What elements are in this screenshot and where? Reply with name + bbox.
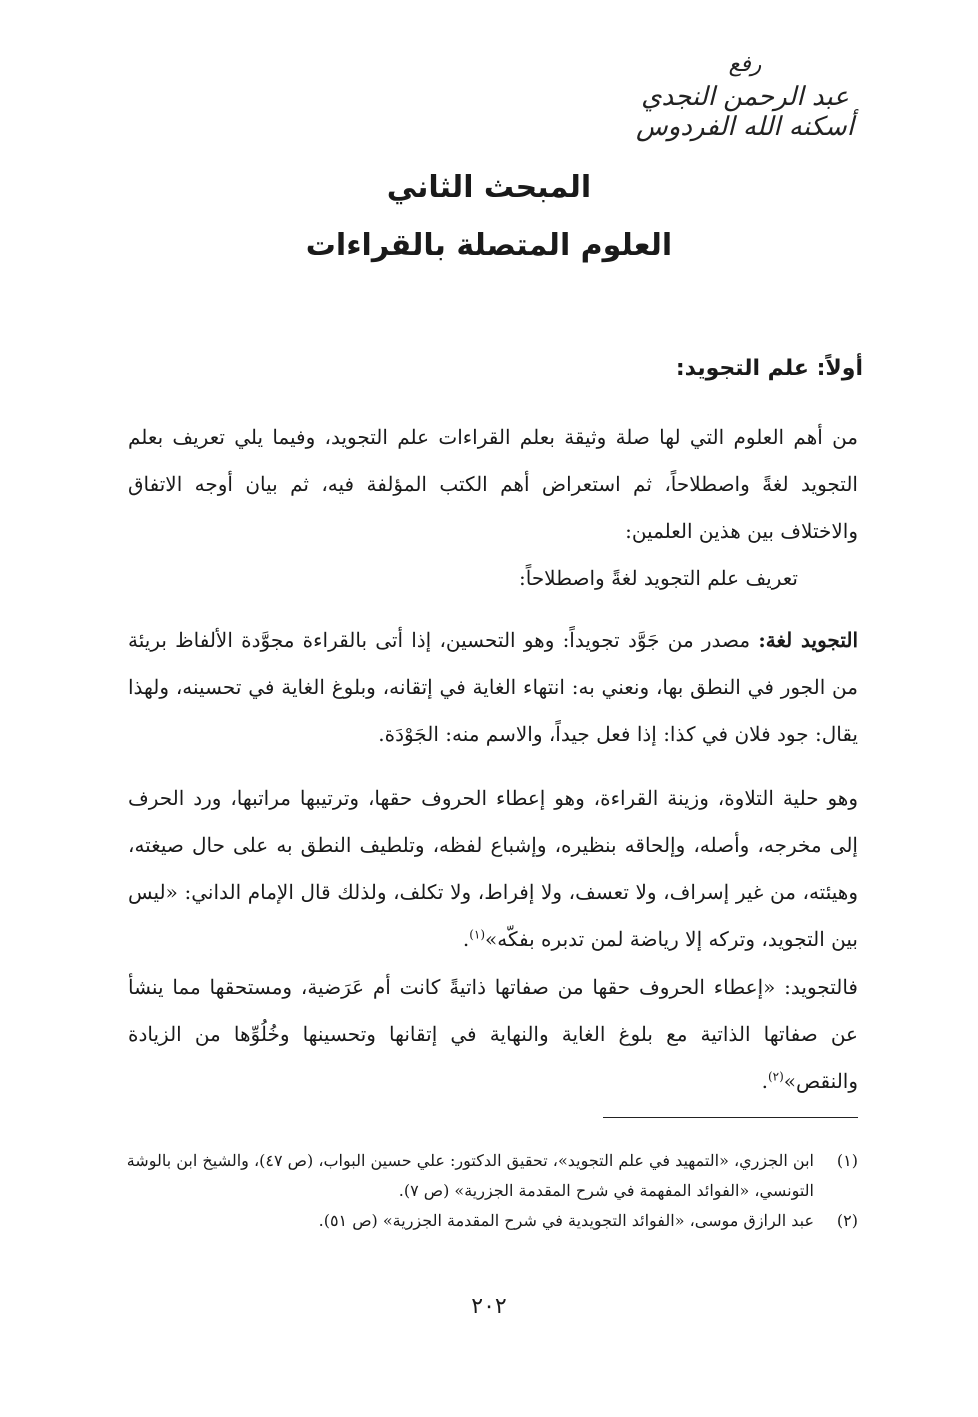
footnote-number: (١) (836, 1151, 858, 1170)
footnote-ref-1: (١) (469, 927, 486, 942)
intro-paragraph: من أهم العلوم التي لها صلة وثيقة بعلم القراءات علم التجويد، وفيما يلي تعريف بعلم التجويد لغةً واصطلاحاً، ثم استعراض أهم الكتب المؤلفة فيه، ثم بيان أوجه الاتفاق والاختلاف بين هذين العلمين: (128, 425, 859, 543)
section-heading: المبحث الثاني (386, 170, 592, 205)
term-definition-paragraph: فالتجويد: «إعطاء الحروف حقها من صفاتها ذاتيةً كانت أم عَرَضية، ومستحقها مما ينشأ عن صفاتها الذاتية مع بلوغ الغاية والنهاية في إتقانها وتحسينها وخُلُوِّها من الزيادة والنقص»$^{(٢)}$. (128, 975, 858, 1093)
footnote-ref-2: (٢) (767, 1069, 784, 1084)
ornament-body: وهو حلية التلاوة، وزينة القراءة، وهو إعطاء الحروف حقها، وترتيبها مراتبها، ورد الحرف إلى مخرجه، وأصله، وإلحاقه بنظيره، وإشباع لفظه، وتلطيف النطق به على حال صيغته، وهيئته، من غير إسراف، ولا تعسف، ولا إفراط، ولا تكلف، ولذلك قال الإمام الداني: «ليس بين التجويد، وتركه إلا رياضة لمن تدبره بفكّه» (128, 786, 858, 951)
footnote-number: (٢) (836, 1211, 858, 1230)
footnote-item (123, 1206, 858, 1236)
term-definition-body: فالتجويد: «إعطاء الحروف حقها من صفاتها ذاتيةً كانت أم عَرَضية، ومستحقها مما ينشأ عن صفاتها الذاتية مع بلوغ الغاية والنهاية في إتقانها وتحسينها وخُلُوِّها من الزيادة والنقص» (128, 975, 858, 1093)
chapter-title: العلوم المتصلة بالقراءات (305, 228, 673, 263)
footnote-text: ابن الجزري، «التمهيد في علم التجويد»، تحقيق الدكتور: علي حسين البواب، (ص ٤٧)، والشيخ ابن بالوشة التونسي، «الفوائد المفهمة في شرح المقدمة الجزرية» (ص ٧). (126, 1151, 814, 1200)
handwritten-stamp (630, 52, 860, 143)
footnotes-list (123, 1146, 858, 1236)
ornament-paragraph: وهو حلية التلاوة، وزينة القراءة، وهو إعطاء الحروف حقها، وترتيبها مراتبها، ورد الحرف إلى مخرجه، وأصله، وإلحاقه بنظيره، وإشباع لفظه، وتلطيف النطق به على حال صيغته، وهيئته، من غير إسراف، ولا تعسف، ولا إفراط، ولا تكلف، ولذلك قال الإمام الداني: «ليس بين التجويد، وتركه إلا رياضة لمن تدبره بفكّه»$^{(١)}$. (128, 786, 858, 951)
stamp-line-2: عبد الرحمن النجدي (641, 82, 849, 113)
footnote-text: عبد الرازق موسى، «الفوائد التجويدية في شرح المقدمة الجزرية» (ص ٥١). (318, 1211, 814, 1230)
linguistic-definition-body: مصدر من جَوَّد تجويداً: وهو التحسين، إذا أتى بالقراءة مجوَّدة الألفاظ بريئة من الجور في النطق بها، ونعني به: انتهاء الغاية في إتقانه، وبلوغ الغاية في تحسينه، ولهذا يقال: جود فلان في كذا: إذا فعل جيداً، والاسم منه: الجَوْدَة. (128, 628, 858, 746)
footnote-item (123, 1146, 858, 1206)
subsection-title: أولاً: علم التجويد: (675, 356, 863, 381)
footnote-divider (603, 1117, 858, 1118)
definition-heading: تعريف علم التجويد لغةً واصطلاحاً: (518, 566, 798, 590)
linguistic-definition-paragraph (128, 617, 858, 758)
linguistic-definition-lead: التجويد لغة: (758, 628, 858, 652)
stamp-line-3: أسكنه الله الفردوس (636, 112, 854, 143)
page-number: ٢٠٢ (471, 1294, 507, 1319)
stamp-line-1: رفع (728, 52, 762, 77)
